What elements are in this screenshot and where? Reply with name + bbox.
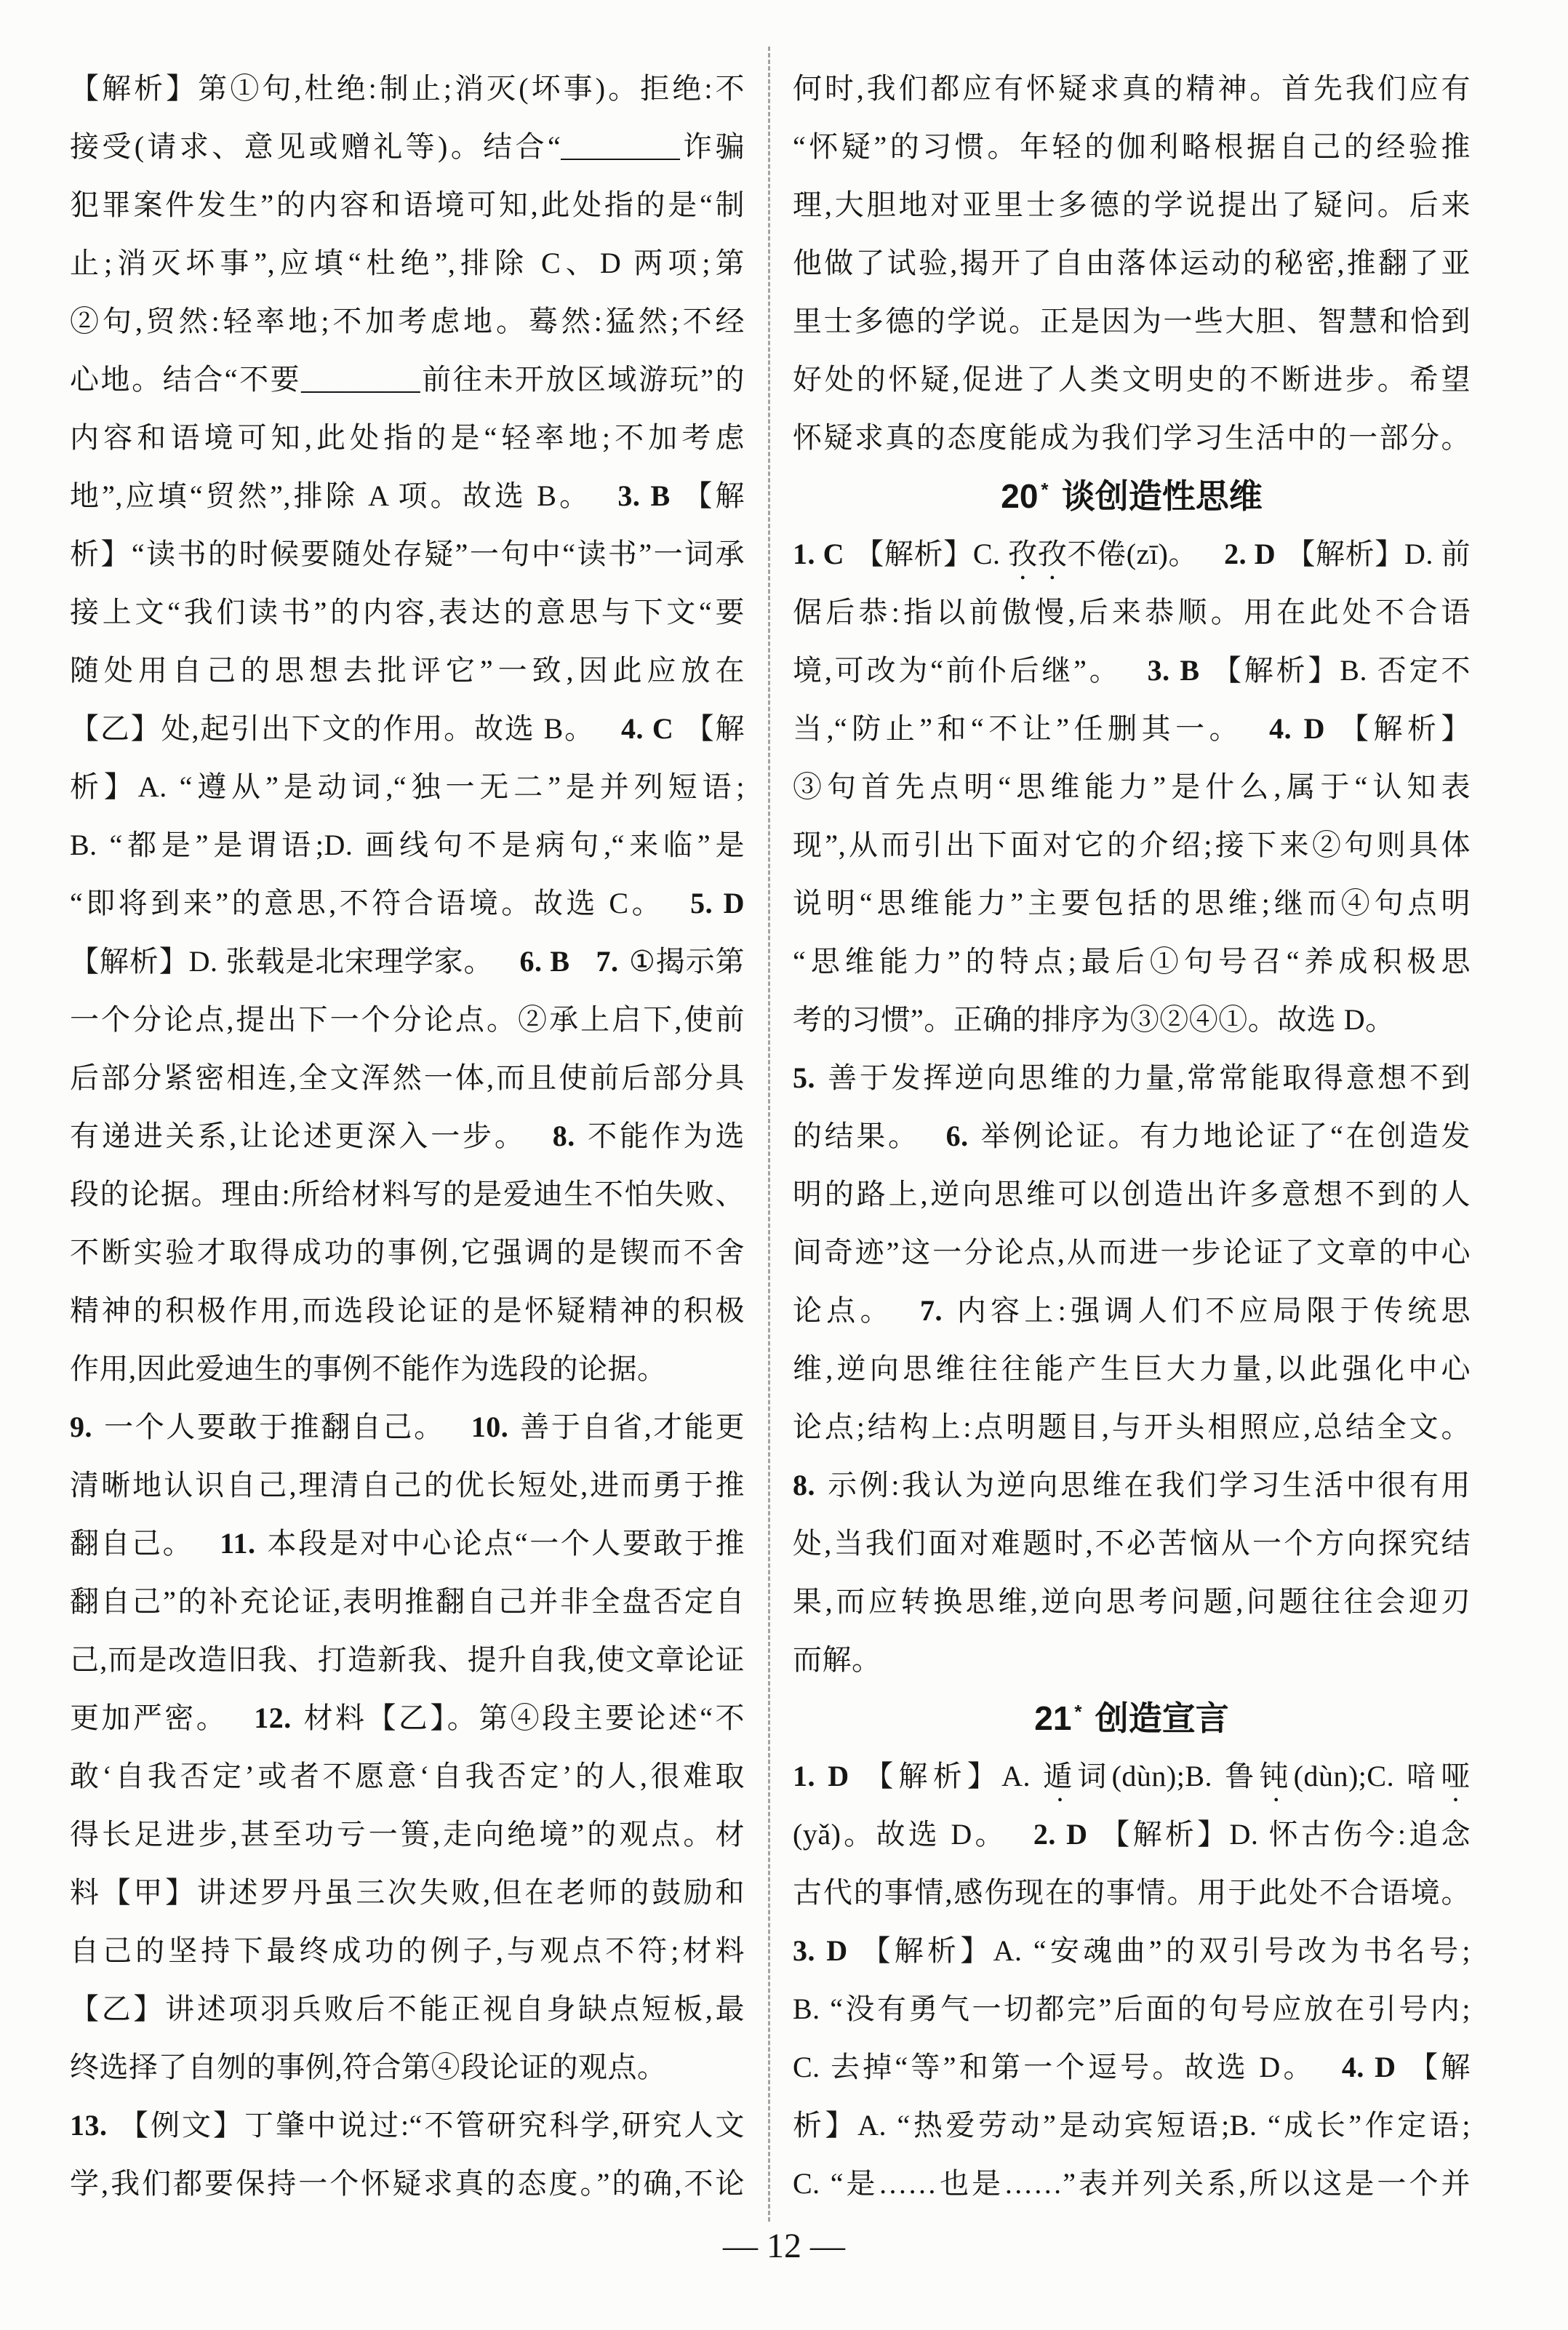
answer-line: 间奇迹”这一分论点,从而进一步论证了文章的中心 [793,1236,1471,1269]
answer-line: 理,大胆地对亚里士多德的学说提出了疑问。后来 [793,188,1471,221]
answer-line [793,2038,1471,2096]
question-number: 4. C [621,712,674,745]
emphasized-char: 孜孜 [1008,538,1068,570]
section-number: 20 [1001,477,1039,515]
answer-line: 维,逆向思维往往能产生巨大力量,以此强化中心 [793,1352,1471,1385]
question-number: 4. D [1269,712,1325,745]
line-text: 不倦(zī)。 [1067,538,1199,570]
line-text: 一个人要敢于推翻自己。 [103,1411,445,1443]
question-number: 3. B [1147,654,1200,687]
question-number: 9. [70,1411,92,1443]
answer-line [70,467,745,525]
answer-line: 好处的怀疑,促进了人类文明史的不断进步。希望 [793,363,1471,396]
answer-line [70,1515,745,1573]
line-text: 示例:我认为逆向思维在我们学习生活中很有用 [825,1469,1471,1501]
line-text: 更加严密。 [70,1701,228,1734]
line-text: 地”,应填“贸然”,排除 A 项。故选 B。 [70,479,592,512]
answer-line: 自己的坚持下最终成功的例子,与观点不符;材料 [70,1934,745,1967]
question-number: 4. D [1341,2051,1396,2083]
answer-line: 说明“思维能力”主要包括的思维;继而④句点明 [793,887,1471,919]
answer-line: 里士多德的学说。正是因为一些大胆、智慧和恰到 [793,305,1471,338]
answer-line: 心地。结合“不要________前往未开放区域游玩”的 [70,363,745,396]
line-text: 当,“防止”和“不让”任删其一。 [793,712,1244,745]
answer-line [793,525,1471,583]
answer-line: 料【甲】讲述罗丹虽三次失败,但在老师的鼓励和 [70,1876,745,1909]
emphasized-char: 哑 [1441,1760,1471,1792]
answer-line: 内容和语境可知,此处指的是“轻率地;不加考虑 [70,421,745,454]
section-heading [793,1689,1471,1747]
answer-line: 终选择了自刎的事例,符合第④段论证的观点。 [70,2051,667,2083]
answer-line: 倨后恭:指以前傲慢,后来恭顺。用在此处不合语 [793,596,1471,629]
answer-line: 学,我们都要保持一个怀疑求真的态度。”的确,不论 [70,2167,745,2200]
question-number: 12. [254,1701,292,1734]
line-text: 【解 [1406,2051,1471,2083]
line-text: 论点。 [793,1294,894,1327]
answer-line: ③句首先点明“思维能力”是什么,属于“认知表 [793,770,1471,803]
line-text: ①揭示第 [628,945,745,978]
answer-line: 析】A. “遵从”是动词,“独一无二”是并列短语; [70,770,745,803]
emphasized-char: 遁 [1043,1760,1078,1792]
line-text: 【解析】D. 张载是北宋理学家。 [70,945,494,978]
question-number: 7. [596,945,619,978]
answer-line: 考的习惯”。正确的排序为③②④①。故选 D。 [793,1003,1395,1036]
line-text: 【解 [684,712,745,745]
answer-line [793,1806,1471,1864]
answer-line: 【解析】第①句,杜绝:制止;消灭(坏事)。拒绝:不 [70,72,745,105]
section-title: 创造宣言 [1095,1699,1229,1737]
answer-line: 果,而应转换思维,逆向思考问题,问题往往会迎刃 [793,1585,1471,1618]
answer-line: 随处用自己的思想去批评它”一致,因此应放在 [70,654,745,687]
answer-line: 翻自己”的补充论证,表明推翻自己并非全盘否定自 [70,1585,745,1618]
column-divider [768,47,770,2222]
line-text: 本段是对中心论点“一个人要敢于推 [265,1527,745,1560]
section-number: 21 [1034,1699,1072,1737]
answer-line: 清晰地认识自己,理清自己的优长短处,进而勇于推 [70,1469,745,1501]
answer-line [70,933,745,991]
question-number: 8. [552,1120,575,1152]
line-text: 【例文】丁肇中说过:“不管研究科学,研究人文 [117,2109,745,2142]
answer-line [793,642,1471,700]
line-text: 善于自省,才能更 [519,1411,745,1443]
line-text: 翻自己。 [70,1527,194,1560]
answer-line [70,1398,745,1456]
question-number: 7. [919,1294,943,1327]
answer-line: “思维能力”的特点;最后①句号召“养成积极思 [793,945,1471,978]
answer-line: B. “没有勇气一切都完”后面的句号应放在引号内; [793,1992,1471,2025]
line-text: 【解析】D. 怀古伤今:追念 [1097,1818,1471,1851]
line-text: 举例论证。有力地论证了“在创造发 [978,1120,1471,1152]
line-text: 词(dùn);B. 鲁 [1077,1760,1260,1792]
line-text: 的结果。 [793,1120,920,1152]
answer-line: 精神的积极作用,而选段论证的是怀疑精神的积极 [70,1294,745,1327]
answer-line [793,1747,1471,1806]
emphasized-char: 钝 [1259,1760,1294,1792]
question-number: 11. [220,1527,256,1560]
answer-line: 止;消灭坏事”,应填“杜绝”,排除 C、D 两项;第 [70,247,745,279]
line-text: 内容上:强调人们不应局限于传统思 [952,1294,1471,1327]
answer-line: 怀疑求真的态度能成为我们学习生活中的一部分。 [793,421,1471,454]
section-title: 谈创造性思维 [1061,477,1263,515]
answer-line: 己,而是改造旧我、打造新我、提升自我,使文章论证 [70,1643,745,1676]
answer-line: 析】“读书的时候要随处存疑”一句中“读书”一词承 [70,538,745,570]
line-text: (yǎ)。故选 D。 [793,1818,1007,1851]
answer-line: 他做了试验,揭开了自由落体运动的秘密,推翻了亚 [793,247,1471,279]
answer-line [70,1689,745,1747]
answer-line [793,1107,1471,1165]
question-number: 5. [793,1061,815,1094]
answer-line [70,2096,745,2155]
answer-line: B. “都是”是谓语;D. 画线句不是病句,“来临”是 [70,829,745,861]
section-mark: * [1074,1701,1082,1723]
question-number: 1. D [793,1760,849,1792]
line-text: 【解析】A. “安魂曲”的双引号改为书名号; [857,1934,1471,1967]
line-text: 【解析】D. 前 [1286,538,1471,570]
answer-line [70,700,745,758]
question-number: 13. [70,2109,108,2142]
answer-line: 接上文“我们读书”的内容,表达的意思与下文“要 [70,596,745,629]
answer-line: 处,当我们面对难题时,不必苦恼从一个方向探究结 [793,1527,1471,1560]
question-number: 5. D [690,887,745,919]
answer-line: 析】A. “热爱劳动”是动宾短语;B. “成长”作定语; [793,2109,1471,2142]
answer-line: 后部分紧密相连,全文浑然一体,而且使前后部分具 [70,1061,745,1094]
line-text: “即将到来”的意思,不符合语境。故选 C。 [70,887,665,919]
answer-line: 段的论据。理由:所给材料写的是爱迪生不怕失败、 [70,1178,745,1210]
line-text: 境,可改为“前仆后继”。 [793,654,1121,687]
line-text: 【解析】B. 否定不 [1209,654,1471,687]
answer-line: ②句,贸然:轻率地;不加考虑地。蓦然:猛然;不经 [70,305,745,338]
section-heading [793,467,1471,525]
answer-line [793,1922,1471,1980]
answer-line [70,1107,745,1165]
line-text: 有递进关系,让论述更深入一步。 [70,1120,527,1152]
line-text: 不能作为选 [585,1120,745,1152]
answer-line: 现”,从而引出下面对它的介绍;接下来②句则具体 [793,829,1471,861]
line-text: 【解析】C. [855,538,1009,570]
question-number: 6. [945,1120,969,1152]
answer-line: 得长足进步,甚至功亏一篑,走向绝境”的观点。材 [70,1818,745,1851]
answer-line [793,1456,1471,1515]
answer-line [70,874,745,933]
answer-line: 明的路上,逆向思维可以创造出许多意想不到的人 [793,1178,1471,1210]
line-text: C. 去掉“等”和第一个逗号。故选 D。 [793,2051,1316,2083]
answer-line: 敢‘自我否定’或者不愿意‘自我否定’的人,很难取 [70,1760,745,1792]
answer-line: 而解。 [793,1643,881,1676]
section-mark: * [1041,479,1049,500]
question-number: 8. [793,1469,815,1501]
line-text: 【解 [680,479,745,512]
line-text: 【乙】处,起引出下文的作用。故选 B。 [70,712,596,745]
answer-line: 【乙】讲述项羽兵败后不能正视自身缺点短板,最 [70,1992,745,2025]
line-text: 【解析】 [1335,712,1471,745]
question-number: 3. D [793,1934,848,1967]
answer-line: 不断实验才取得成功的事例,它强调的是锲而不舍 [70,1236,745,1269]
answer-line: 古代的事情,感伤现在的事情。用于此处不合语境。 [793,1876,1471,1909]
question-number: 10. [471,1411,509,1443]
line-text: 【解析】A. [859,1760,1044,1792]
answer-line: “怀疑”的习惯。年轻的伽利略根据自己的经验推 [793,130,1471,163]
left-column [70,60,745,2213]
line-text: (dùn);C. 喑 [1293,1760,1441,1792]
question-number: 1. C [793,538,845,570]
answer-line [793,1282,1471,1340]
question-number: 2. D [1224,538,1276,570]
answer-line: 接受(请求、意见或赠礼等)。结合“________诈骗 [70,130,745,163]
answer-line [793,1049,1471,1107]
answer-line: 作用,因此爱迪生的事例不能作为选段的论据。 [70,1352,667,1385]
answer-line: 一个分论点,提出下一个分论点。②承上启下,使前 [70,1003,745,1036]
line-text: 善于发挥逆向思维的力量,常常能取得意想不到 [825,1061,1471,1094]
answer-line [793,700,1471,758]
right-column [793,60,1471,2213]
answer-line: 论点;结构上:点明题目,与开头相照应,总结全文。 [793,1411,1471,1443]
answer-line: 犯罪案件发生”的内容和语境可知,此处指的是“制 [70,188,745,221]
answer-line: 何时,我们都应有怀疑求真的精神。首先我们应有 [793,72,1471,105]
page-number: — 12 — [723,2227,845,2265]
question-number: 6. B [519,945,570,978]
question-number: 3. B [617,479,671,512]
line-text: 材料【乙】。第④段主要论述“不 [301,1701,745,1734]
question-number: 2. D [1033,1818,1088,1851]
answer-line: C. “是……也是……”表并列关系,所以这是一个并 [793,2167,1471,2200]
